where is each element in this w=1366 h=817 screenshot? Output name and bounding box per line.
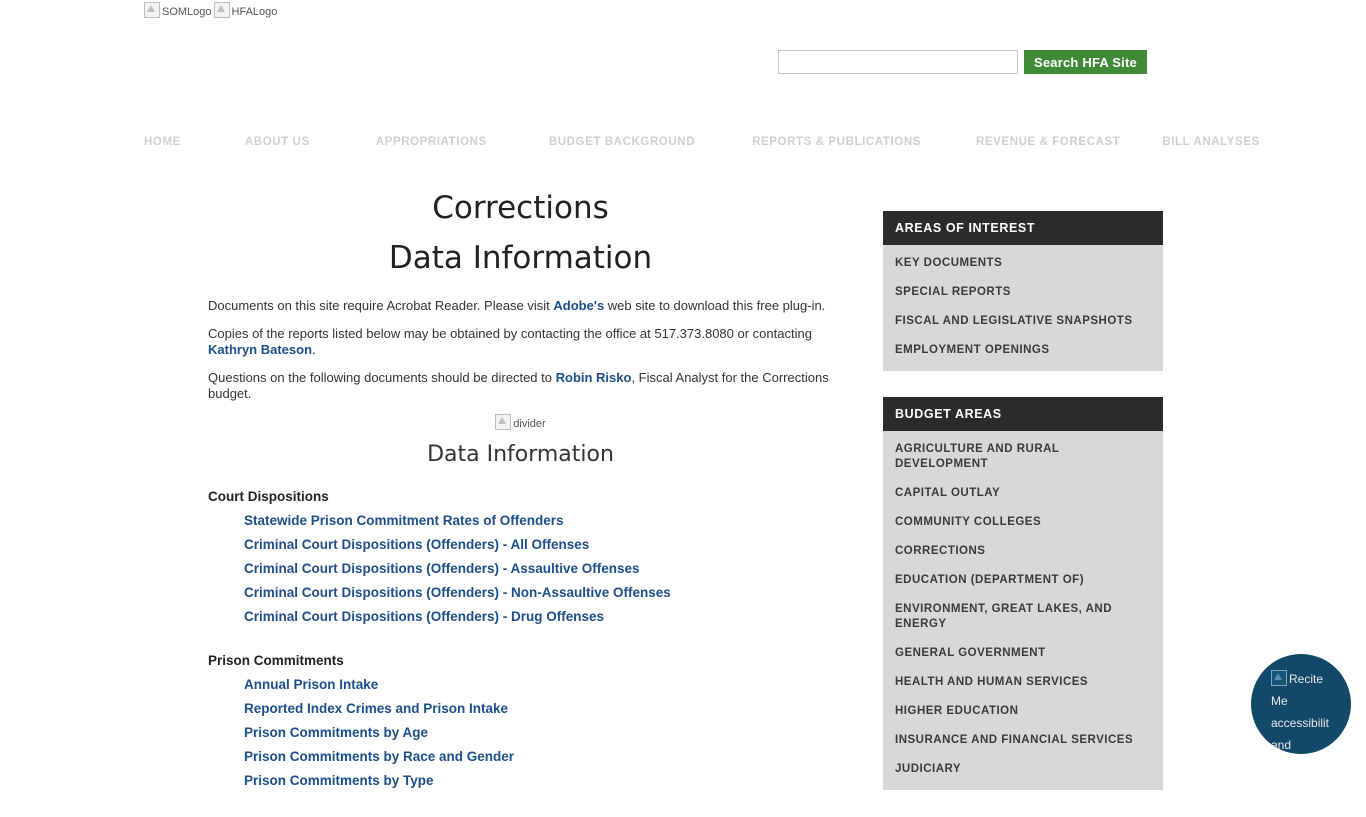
list-item	[244, 722, 833, 743]
group-court-dispositions	[208, 489, 833, 627]
section-heading: Data Information	[427, 442, 614, 467]
nav-item-revenue-forecast[interactable]: REVENUE & FORECAST	[976, 136, 1121, 148]
search-input[interactable]	[778, 50, 1018, 74]
list-item	[244, 698, 833, 719]
broken-image-icon	[1271, 670, 1287, 686]
divider-image	[495, 414, 545, 430]
group-prison-commitments	[208, 653, 833, 791]
nav-item-reports-publications[interactable]: REPORTS & PUBLICATIONS	[752, 136, 921, 148]
doc-link[interactable]: Prison Commitments by Race and Gender	[244, 749, 515, 764]
panel-heading: AREAS OF INTEREST	[883, 211, 1163, 245]
broken-image-icon	[495, 414, 511, 430]
nav-item-budget-background[interactable]: BUDGET BACKGROUND	[548, 136, 696, 148]
paragraph-questions-text-2: , Fiscal Analyst for the Corrections budget.	[208, 370, 829, 401]
sidebar-item-fiscal-snapshots[interactable]: FISCAL AND LEGISLATIVE SNAPSHOTS	[895, 315, 1133, 327]
sidebar-item-key-documents[interactable]: KEY DOCUMENTS	[895, 257, 1003, 269]
recite-me-button[interactable]	[1251, 654, 1351, 754]
doc-link[interactable]: Criminal Court Dispositions (Offenders) - All Offenses	[244, 537, 590, 552]
sidebar	[883, 211, 1163, 816]
sidebar-item-insurance-financial[interactable]: INSURANCE AND FINANCIAL SERVICES	[895, 734, 1134, 746]
doc-link[interactable]: Reported Index Crimes and Prison Intake	[244, 701, 509, 716]
list-item	[244, 558, 833, 579]
search-button[interactable]: Search HFA Site	[1024, 50, 1147, 74]
robin-risko-link[interactable]: Robin Risko	[555, 370, 632, 385]
som-logo	[144, 2, 212, 18]
sidebar-item-environment[interactable]: ENVIRONMENT, GREAT LAKES, AND ENERGY	[895, 603, 1113, 630]
doc-link[interactable]: Prison Commitments by Age	[244, 725, 429, 740]
sidebar-item-agriculture[interactable]: AGRICULTURE AND RURAL DEVELOPMENT	[895, 443, 1060, 470]
list-item	[244, 606, 833, 627]
panel-heading: BUDGET AREAS	[883, 397, 1163, 431]
list-item	[244, 746, 833, 767]
panel-budget-areas	[883, 397, 1163, 790]
paragraph-contact	[208, 326, 833, 358]
divider-alt-text: divider	[513, 418, 546, 430]
link-list	[208, 674, 833, 791]
recite-me-alt-text: Recite Me accessibilit and	[1271, 672, 1330, 752]
sidebar-item-employment-openings[interactable]: EMPLOYMENT OPENINGS	[895, 344, 1050, 356]
paragraph-acrobat-text-2: web site to download this free plug-in.	[604, 298, 826, 313]
list-item	[244, 534, 833, 555]
list-item	[244, 510, 833, 531]
nav-item-appropriations[interactable]: APPROPRIATIONS	[375, 136, 487, 148]
hfa-logo	[214, 2, 278, 18]
logo-group	[144, 2, 277, 20]
page-subtitle: Data Information	[388, 240, 653, 276]
group-title: Prison Commitments	[208, 653, 344, 668]
sidebar-item-higher-education[interactable]: HIGHER EDUCATION	[895, 705, 1019, 717]
panel-body	[883, 245, 1163, 371]
doc-link[interactable]: Annual Prison Intake	[244, 677, 379, 692]
nav-item-bill-analyses[interactable]: BILL ANALYSES	[1162, 136, 1260, 148]
sidebar-item-community-colleges[interactable]: COMMUNITY COLLEGES	[895, 516, 1042, 528]
recite-me-image	[1271, 668, 1339, 754]
group-title: Court Dispositions	[208, 489, 329, 504]
paragraph-questions-text-1: Questions on the following documents should be directed to	[208, 370, 556, 385]
paragraph-contact-text-2: .	[312, 342, 316, 357]
doc-link[interactable]: Criminal Court Dispositions (Offenders) - Drug Offenses	[244, 609, 605, 624]
doc-link[interactable]: Prison Commitments by Type	[244, 773, 434, 788]
adobe-link[interactable]: Adobe's	[553, 298, 605, 313]
sidebar-item-corrections[interactable]: CORRECTIONS	[895, 545, 986, 557]
divider	[208, 414, 833, 432]
paragraph-acrobat-text-1: Documents on this site require Acrobat Reader. Please visit	[208, 298, 554, 313]
site-search	[778, 50, 1147, 74]
panel-areas-of-interest	[883, 211, 1163, 371]
nav-item-about-us[interactable]: ABOUT US	[244, 136, 310, 148]
broken-image-icon	[214, 2, 230, 18]
doc-link[interactable]: Statewide Prison Commitment Rates of Offenders	[244, 513, 564, 528]
kathryn-bateson-link[interactable]: Kathryn Bateson	[208, 342, 313, 357]
paragraph-contact-text-1: Copies of the reports listed below may be obtained by contacting the office at 517.373.8080 or contacting	[208, 326, 812, 341]
hfa-logo-alt-text: HFALogo	[231, 6, 278, 18]
som-logo-alt-text: SOMLogo	[162, 6, 212, 18]
sidebar-item-general-government[interactable]: GENERAL GOVERNMENT	[895, 647, 1046, 659]
link-list	[208, 510, 833, 627]
sidebar-item-special-reports[interactable]: SPECIAL REPORTS	[895, 286, 1011, 298]
paragraph-acrobat	[208, 298, 833, 314]
list-item	[244, 674, 833, 695]
main-navigation	[144, 136, 1260, 148]
page-title: Corrections	[432, 190, 609, 226]
sidebar-item-health-human-services[interactable]: HEALTH AND HUMAN SERVICES	[895, 676, 1089, 688]
list-item	[244, 582, 833, 603]
doc-link[interactable]: Criminal Court Dispositions (Offenders) - Non-Assaultive Offenses	[244, 585, 671, 600]
broken-image-icon	[144, 2, 160, 18]
doc-link[interactable]: Criminal Court Dispositions (Offenders) - Assaultive Offenses	[244, 561, 640, 576]
list-item	[244, 770, 833, 791]
main-content	[208, 186, 833, 817]
sidebar-item-judiciary[interactable]: JUDICIARY	[895, 763, 962, 775]
paragraph-questions	[208, 370, 833, 402]
sidebar-item-capital-outlay[interactable]: CAPITAL OUTLAY	[895, 487, 1001, 499]
panel-body	[883, 431, 1163, 790]
sidebar-item-education[interactable]: EDUCATION (DEPARTMENT OF)	[895, 574, 1085, 586]
nav-item-home[interactable]: HOME	[144, 136, 181, 148]
